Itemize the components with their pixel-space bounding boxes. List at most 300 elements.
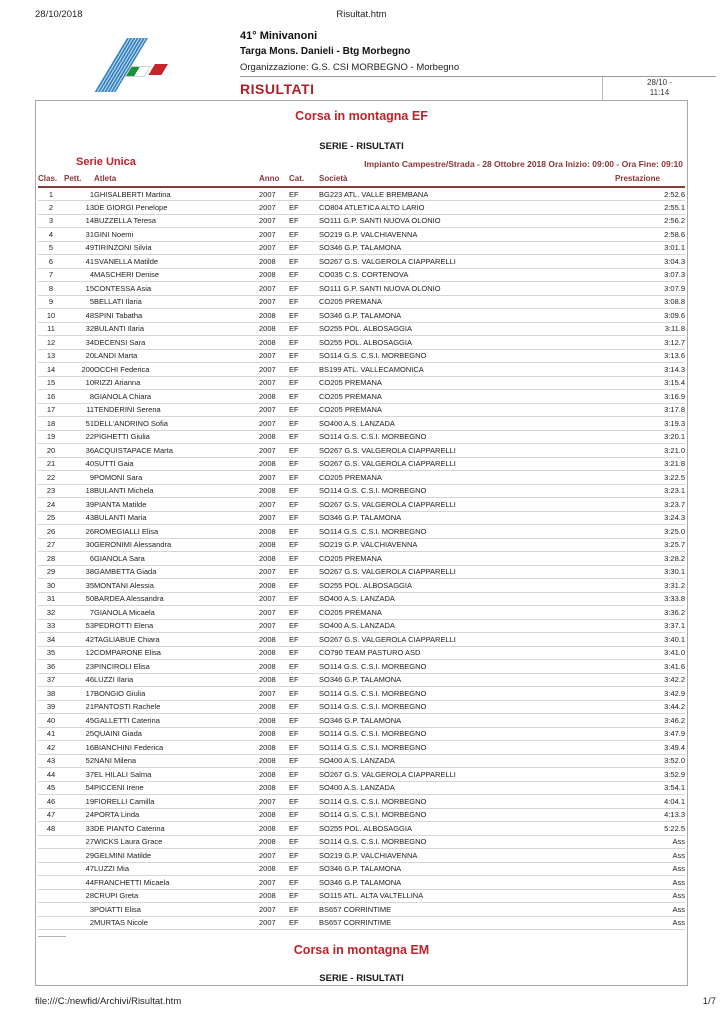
cell-anno: 2008	[259, 673, 289, 687]
table-row	[38, 444, 685, 458]
cell-cat: EF	[289, 538, 319, 552]
cell-clas: 32	[38, 606, 64, 620]
cell-atleta: ACQUISTAPACE Marta	[94, 444, 259, 458]
cell-societa: CO205 PREMANA	[319, 295, 615, 309]
cell-clas: 27	[38, 538, 64, 552]
serie-unica-label: Serie Unica	[76, 156, 136, 168]
cell-pett: 52	[64, 754, 94, 768]
cell-atleta: PINCIROLI Elisa	[94, 660, 259, 674]
cell-pett: 2	[64, 916, 94, 930]
cell-atleta: DECENSI Sara	[94, 336, 259, 350]
cell-pett: 6	[64, 552, 94, 566]
cell-prestazione: 3:52.0	[615, 754, 685, 768]
cell-prestazione: 3:07.9	[615, 282, 685, 296]
cell-pett: 37	[64, 768, 94, 782]
cell-societa: BS657 CORRINTIME	[319, 903, 615, 917]
cell-anno: 2007	[259, 214, 289, 228]
cell-atleta: GALLETTI Caterina	[94, 714, 259, 728]
table-row	[38, 889, 685, 903]
cell-pett: 53	[64, 619, 94, 633]
cell-societa: CO205 PREMANA	[319, 376, 615, 390]
cell-societa: SO114 G.S. C.S.I. MORBEGNO	[319, 484, 615, 498]
cell-pett: 31	[64, 228, 94, 242]
cell-cat: EF	[289, 268, 319, 282]
cell-atleta: PEDROTTI Elena	[94, 619, 259, 633]
cell-pett: 29	[64, 849, 94, 863]
cell-anno: 2007	[259, 471, 289, 485]
column-header-atleta: Atleta	[94, 171, 259, 187]
cell-cat: EF	[289, 525, 319, 539]
cell-pett: 4	[64, 268, 94, 282]
table-row	[38, 457, 685, 471]
cell-prestazione: 3:04.3	[615, 255, 685, 269]
cell-atleta: BELLATI Ilaria	[94, 295, 259, 309]
section-title-em: Corsa in montagna EM	[293, 943, 430, 957]
table-row	[38, 255, 685, 269]
cell-atleta: TAGLIABUE Chiara	[94, 633, 259, 647]
cell-societa: BS199 ATL. VALLECAMONICA	[319, 363, 615, 377]
cell-societa: SO267 G.S. VALGEROLA CIAPPARELLI	[319, 768, 615, 782]
cell-clas: 3	[38, 214, 64, 228]
table-row	[38, 619, 685, 633]
cell-cat: EF	[289, 727, 319, 741]
cell-anno: 2007	[259, 619, 289, 633]
cell-cat: EF	[289, 336, 319, 350]
table-row	[38, 552, 685, 566]
cell-cat: EF	[289, 862, 319, 876]
cell-societa: SO111 G.P. SANTI NUOVA OLONIO	[319, 282, 615, 296]
table-row	[38, 754, 685, 768]
cell-clas: 48	[38, 822, 64, 836]
cell-societa: SO111 G.P. SANTI NUOVA OLONIO	[319, 214, 615, 228]
cell-atleta: PIANTA Matilde	[94, 498, 259, 512]
cell-cat: EF	[289, 417, 319, 431]
cell-societa: SO114 G.S. C.S.I. MORBEGNO	[319, 795, 615, 809]
cell-anno: 2008	[259, 322, 289, 336]
cell-clas: 25	[38, 511, 64, 525]
cell-anno: 2007	[259, 498, 289, 512]
cell-cat: EF	[289, 619, 319, 633]
table-row	[38, 903, 685, 917]
cell-anno: 2008	[259, 336, 289, 350]
cell-atleta: POIATTI Elisa	[94, 903, 259, 917]
table-row	[38, 795, 685, 809]
cell-clas	[38, 876, 64, 890]
cell-societa: SO267 G.S. VALGEROLA CIAPPARELLI	[319, 498, 615, 512]
cell-societa: SO346 G.P. TALAMONA	[319, 241, 615, 255]
cell-anno: 2008	[259, 309, 289, 323]
table-row	[38, 849, 685, 863]
cell-cat: EF	[289, 889, 319, 903]
italian-flag-red-icon	[148, 64, 168, 75]
cell-pett: 24	[64, 808, 94, 822]
cell-anno: 2007	[259, 376, 289, 390]
cell-cat: EF	[289, 795, 319, 809]
table-row	[38, 633, 685, 647]
cell-societa: BS657 CORRINTIME	[319, 916, 615, 930]
cell-clas: 13	[38, 349, 64, 363]
cell-prestazione: 3:20.1	[615, 430, 685, 444]
cell-cat: EF	[289, 214, 319, 228]
table-row	[38, 430, 685, 444]
cell-pett: 20	[64, 349, 94, 363]
cell-societa: CO205 PREMANA	[319, 606, 615, 620]
cell-prestazione: 3:46.2	[615, 714, 685, 728]
cell-anno: 2007	[259, 349, 289, 363]
cell-anno: 2008	[259, 552, 289, 566]
cell-pett: 36	[64, 444, 94, 458]
cell-anno: 2008	[259, 633, 289, 647]
cell-cat: EF	[289, 363, 319, 377]
cell-anno: 2007	[259, 403, 289, 417]
cell-anno: 2008	[259, 525, 289, 539]
cell-societa: SO346 G.P. TALAMONA	[319, 714, 615, 728]
impianto-info-line: Impianto Campestre/Strada - 28 Ottobre 2018 Ora Inizio: 09:00 - Ora Fine: 09:10	[364, 159, 683, 169]
cell-societa: SO255 POL. ALBOSAGGIA	[319, 322, 615, 336]
cell-prestazione: 3:17.8	[615, 403, 685, 417]
cell-pett: 47	[64, 862, 94, 876]
cell-societa: CO205 PREMANA	[319, 471, 615, 485]
table-row	[38, 417, 685, 431]
table-row	[38, 727, 685, 741]
serie-risultati-heading: SERIE - RISULTATI	[319, 141, 404, 152]
cell-prestazione: 3:31.2	[615, 579, 685, 593]
cell-societa: SO115 ATL. ALTA VALTELLINA	[319, 889, 615, 903]
cell-atleta: MURTAS Nicole	[94, 916, 259, 930]
table-row	[38, 268, 685, 282]
cell-clas	[38, 835, 64, 849]
cell-anno: 2008	[259, 808, 289, 822]
table-row	[38, 916, 685, 930]
cell-prestazione: 3:19.3	[615, 417, 685, 431]
cell-clas: 38	[38, 687, 64, 701]
table-row	[38, 201, 685, 215]
cell-clas	[38, 889, 64, 903]
cell-cat: EF	[289, 768, 319, 782]
cell-cat: EF	[289, 430, 319, 444]
cell-cat: EF	[289, 660, 319, 674]
table-row	[38, 363, 685, 377]
print-date: 28/10/2018	[35, 9, 83, 20]
column-header-pett: Pett.	[64, 171, 94, 187]
cell-prestazione: 3:49.4	[615, 741, 685, 755]
print-datetime-line2: 11:14	[649, 88, 670, 97]
cell-cat: EF	[289, 376, 319, 390]
cell-cat: EF	[289, 444, 319, 458]
cell-atleta: MASCHERI Denise	[94, 268, 259, 282]
cell-cat: EF	[289, 741, 319, 755]
cell-atleta: DE PIANTO Caterina	[94, 822, 259, 836]
cell-anno: 2008	[259, 538, 289, 552]
cell-pett: 8	[64, 390, 94, 404]
table-row	[38, 579, 685, 593]
table-row	[38, 241, 685, 255]
cell-prestazione: 3:15.4	[615, 376, 685, 390]
cell-atleta: SUTTI Gaia	[94, 457, 259, 471]
cell-clas: 47	[38, 808, 64, 822]
cell-cat: EF	[289, 876, 319, 890]
cell-atleta: GELMINI Matilde	[94, 849, 259, 863]
cell-pett: 25	[64, 727, 94, 741]
cell-prestazione: 3:33.8	[615, 592, 685, 606]
cell-societa: SO267 G.S. VALGEROLA CIAPPARELLI	[319, 565, 615, 579]
table-row	[38, 714, 685, 728]
column-header-societa: Società	[319, 171, 615, 187]
cell-societa: SO346 G.P. TALAMONA	[319, 673, 615, 687]
cell-pett: 40	[64, 457, 94, 471]
cell-pett: 34	[64, 336, 94, 350]
cell-prestazione: 3:28.2	[615, 552, 685, 566]
cell-cat: EF	[289, 552, 319, 566]
cell-societa: SO346 G.P. TALAMONA	[319, 511, 615, 525]
cell-prestazione: 3:25.7	[615, 538, 685, 552]
cell-anno: 2007	[259, 444, 289, 458]
cell-societa: SO114 G.S. C.S.I. MORBEGNO	[319, 525, 615, 539]
cell-prestazione: 3:21.8	[615, 457, 685, 471]
cell-cat: EF	[289, 201, 319, 215]
print-document-name: Risultat.htm	[336, 9, 387, 20]
cell-clas: 9	[38, 295, 64, 309]
cell-atleta: GERONIMI Alessandra	[94, 538, 259, 552]
cell-anno: 2007	[259, 187, 289, 201]
cell-cat: EF	[289, 471, 319, 485]
cell-prestazione: Ass	[615, 849, 685, 863]
cell-clas: 10	[38, 309, 64, 323]
cell-pett: 17	[64, 687, 94, 701]
results-content-box	[35, 100, 688, 986]
table-end-dash	[38, 936, 66, 937]
cell-atleta: POMONI Sara	[94, 471, 259, 485]
cell-pett: 43	[64, 511, 94, 525]
next-serie-risultati-heading: SERIE - RISULTATI	[319, 973, 404, 984]
cell-prestazione: Ass	[615, 835, 685, 849]
cell-clas: 14	[38, 363, 64, 377]
cell-anno: 2008	[259, 835, 289, 849]
cell-anno: 2007	[259, 363, 289, 377]
cell-anno: 2008	[259, 660, 289, 674]
cell-anno: 2007	[259, 876, 289, 890]
cell-prestazione: 3:41.0	[615, 646, 685, 660]
cell-atleta: LANDI Marta	[94, 349, 259, 363]
cell-clas: 8	[38, 282, 64, 296]
cell-prestazione: 3:42.2	[615, 673, 685, 687]
cell-clas: 30	[38, 579, 64, 593]
cell-anno: 2007	[259, 241, 289, 255]
cell-atleta: BUZZELLA Teresa	[94, 214, 259, 228]
cell-anno: 2008	[259, 700, 289, 714]
cell-anno: 2007	[259, 903, 289, 917]
cell-prestazione: Ass	[615, 903, 685, 917]
cell-clas: 23	[38, 484, 64, 498]
cell-anno: 2007	[259, 849, 289, 863]
cell-anno: 2008	[259, 768, 289, 782]
cell-cat: EF	[289, 903, 319, 917]
cell-clas: 45	[38, 781, 64, 795]
cell-atleta: WICKS Laura Grace	[94, 835, 259, 849]
cell-societa: CO790 TEAM PASTURO ASD	[319, 646, 615, 660]
table-row	[38, 768, 685, 782]
table-row	[38, 336, 685, 350]
cell-anno: 2008	[259, 268, 289, 282]
cell-atleta: GIANOLA Sara	[94, 552, 259, 566]
cell-atleta: TIRINZONI Silvia	[94, 241, 259, 255]
cell-anno: 2008	[259, 714, 289, 728]
cell-cat: EF	[289, 606, 319, 620]
cell-atleta: FRANCHETTI Micaela	[94, 876, 259, 890]
cell-prestazione: 3:23.7	[615, 498, 685, 512]
cell-cat: EF	[289, 484, 319, 498]
cell-anno: 2007	[259, 795, 289, 809]
cell-societa: SO267 G.S. VALGEROLA CIAPPARELLI	[319, 457, 615, 471]
table-row	[38, 808, 685, 822]
cell-atleta: CRUPI Greta	[94, 889, 259, 903]
cell-pett: 54	[64, 781, 94, 795]
logo-blue-stripes-icon	[95, 38, 148, 92]
table-row	[38, 322, 685, 336]
cell-anno: 2008	[259, 862, 289, 876]
cell-anno: 2008	[259, 754, 289, 768]
cell-atleta: ROMEGIALLI Elisa	[94, 525, 259, 539]
results-heading: RISULTATI	[240, 81, 315, 97]
cell-atleta: SVANELLA Matilde	[94, 255, 259, 269]
cell-pett: 41	[64, 255, 94, 269]
print-footer-page-number: 1/7	[702, 996, 716, 1007]
cell-cat: EF	[289, 687, 319, 701]
table-row	[38, 781, 685, 795]
cell-pett: 42	[64, 633, 94, 647]
cell-clas: 28	[38, 552, 64, 566]
cell-clas: 37	[38, 673, 64, 687]
cell-anno: 2008	[259, 484, 289, 498]
table-row	[38, 835, 685, 849]
cell-cat: EF	[289, 511, 319, 525]
cell-clas: 36	[38, 660, 64, 674]
cell-societa: SO400 A.S. LANZADA	[319, 619, 615, 633]
cell-pett: 16	[64, 741, 94, 755]
table-row	[38, 228, 685, 242]
cell-pett: 7	[64, 606, 94, 620]
print-datetime-cell	[602, 77, 716, 101]
results-table-header-row	[38, 171, 685, 187]
cell-atleta: TENDERINI Serena	[94, 403, 259, 417]
print-footer-url: file:///C:/newfid/Archivi/Risultat.htm	[35, 996, 182, 1007]
cell-atleta: BULANTI Ilaria	[94, 322, 259, 336]
cell-anno: 2007	[259, 228, 289, 242]
cell-atleta: NANI Milena	[94, 754, 259, 768]
cell-prestazione: 4:13.3	[615, 808, 685, 822]
table-row	[38, 565, 685, 579]
cell-pett: 11	[64, 403, 94, 417]
cell-clas	[38, 862, 64, 876]
cell-atleta: OCCHI Federica	[94, 363, 259, 377]
cell-cat: EF	[289, 849, 319, 863]
cell-clas: 42	[38, 741, 64, 755]
cell-clas	[38, 916, 64, 930]
cell-cat: EF	[289, 781, 319, 795]
cell-pett: 15	[64, 282, 94, 296]
cell-societa: CO035 C.S. CORTENOVA	[319, 268, 615, 282]
cell-atleta: BULANTI Michela	[94, 484, 259, 498]
cell-prestazione: Ass	[615, 876, 685, 890]
cell-pett: 30	[64, 538, 94, 552]
cell-societa: CO205 PREMANA	[319, 390, 615, 404]
table-row	[38, 282, 685, 296]
cell-clas: 2	[38, 201, 64, 215]
cell-pett: 200	[64, 363, 94, 377]
cell-anno: 2008	[259, 457, 289, 471]
cell-prestazione: 3:09.6	[615, 309, 685, 323]
cell-prestazione: 2:55.1	[615, 201, 685, 215]
cell-clas: 5	[38, 241, 64, 255]
cell-prestazione: 3:37.1	[615, 619, 685, 633]
cell-prestazione: Ass	[615, 862, 685, 876]
cell-atleta: QUAINI Giada	[94, 727, 259, 741]
cell-anno: 2007	[259, 687, 289, 701]
column-header-anno: Anno	[259, 171, 289, 187]
cell-pett: 46	[64, 673, 94, 687]
cell-atleta: DE GIORGI Penelope	[94, 201, 259, 215]
cell-pett: 33	[64, 822, 94, 836]
cell-clas: 26	[38, 525, 64, 539]
results-tbody	[38, 187, 685, 930]
cell-clas: 35	[38, 646, 64, 660]
cell-cat: EF	[289, 579, 319, 593]
cell-anno: 2007	[259, 606, 289, 620]
cell-societa: SO114 G.S. C.S.I. MORBEGNO	[319, 727, 615, 741]
cell-pett: 26	[64, 525, 94, 539]
cell-prestazione: 3:41.6	[615, 660, 685, 674]
cell-prestazione: 2:56.2	[615, 214, 685, 228]
cell-anno: 2008	[259, 579, 289, 593]
cell-societa: SO114 G.S. C.S.I. MORBEGNO	[319, 741, 615, 755]
cell-clas: 7	[38, 268, 64, 282]
cell-prestazione: 3:24.3	[615, 511, 685, 525]
cell-atleta: GAMBETTA Giada	[94, 565, 259, 579]
cell-pett: 35	[64, 579, 94, 593]
cell-societa: SO114 G.S. C.S.I. MORBEGNO	[319, 349, 615, 363]
cell-clas: 18	[38, 417, 64, 431]
cell-anno: 2007	[259, 916, 289, 930]
cell-clas: 17	[38, 403, 64, 417]
cell-cat: EF	[289, 754, 319, 768]
cell-societa: SO255 POL. ALBOSAGGIA	[319, 336, 615, 350]
cell-atleta: PORTA Linda	[94, 808, 259, 822]
cell-pett: 50	[64, 592, 94, 606]
cell-clas: 24	[38, 498, 64, 512]
cell-pett: 18	[64, 484, 94, 498]
cell-clas: 39	[38, 700, 64, 714]
column-header-prestazione: Prestazione	[615, 171, 685, 187]
cell-clas: 40	[38, 714, 64, 728]
cell-prestazione: 2:58.6	[615, 228, 685, 242]
cell-societa: SO114 G.S. C.S.I. MORBEGNO	[319, 808, 615, 822]
cell-pett: 28	[64, 889, 94, 903]
cell-cat: EF	[289, 592, 319, 606]
cell-cat: EF	[289, 295, 319, 309]
cell-societa: SO114 G.S. C.S.I. MORBEGNO	[319, 660, 615, 674]
cell-prestazione: 3:40.1	[615, 633, 685, 647]
cell-prestazione: 3:44.2	[615, 700, 685, 714]
cell-cat: EF	[289, 349, 319, 363]
cell-clas: 46	[38, 795, 64, 809]
table-row	[38, 471, 685, 485]
cell-clas: 44	[38, 768, 64, 782]
cell-prestazione: 2:52.6	[615, 187, 685, 201]
table-row	[38, 403, 685, 417]
cell-clas: 33	[38, 619, 64, 633]
cell-cat: EF	[289, 322, 319, 336]
cell-pett: 51	[64, 417, 94, 431]
